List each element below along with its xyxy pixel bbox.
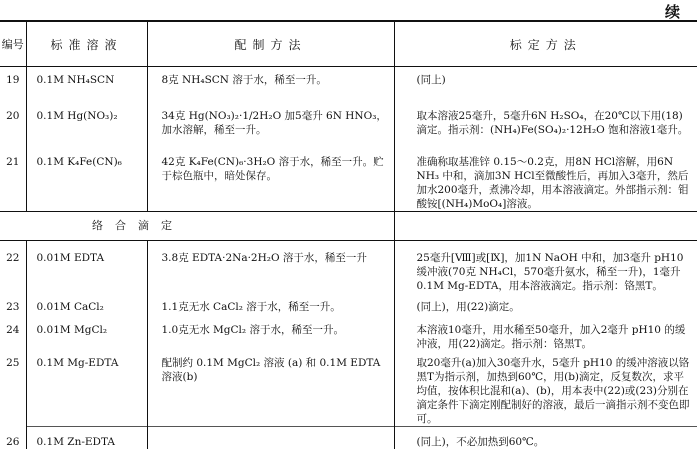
row-prep: 配制约 0.1M MgCl₂ 溶液 (a) 和 0.1M EDTA 溶液(b) <box>147 351 394 427</box>
header-num: 编号 <box>0 21 26 67</box>
table-row <box>0 241 697 294</box>
table-row <box>0 317 697 351</box>
section-spacer <box>394 212 697 241</box>
row-titr: (同上)，用(22)滴定。 <box>394 293 697 317</box>
row-std: 0.1M Zn-EDTA <box>26 427 147 449</box>
row-num: 21 <box>6 156 20 168</box>
row-prep <box>147 427 394 449</box>
row-num: 22 <box>6 252 20 264</box>
table-row <box>0 149 697 212</box>
table-row <box>0 351 697 427</box>
row-prep: 42克 K₄Fe(CN)₆·3H₂O 溶于水，稀至一升。贮于棕色瓶中，暗处保存。 <box>147 149 394 212</box>
row-num: 23 <box>6 301 20 313</box>
table-row <box>0 427 697 449</box>
row-prep: 34克 Hg(NO₃)₂·1/2H₂O 加5毫升 6N HNO₃，加水溶解，稀至一升。 <box>147 99 394 149</box>
row-prep: 1.1克无水 CaCl₂ 溶于水，稀至一升。 <box>147 293 394 317</box>
row-prep: 3.8克 EDTA·2Na·2H₂O 溶于水，稀至一升 <box>147 241 394 294</box>
row-std: 0.01M CaCl₂ <box>26 293 147 317</box>
row-titr: 本溶液10毫升，用水稀至50毫升，加入2毫升 pH10 的缓冲液，用(22)滴定。指示剂：铬黑T。 <box>394 317 697 351</box>
row-num: 19 <box>6 74 20 86</box>
section-title: 络合滴定 <box>0 212 394 241</box>
row-std: 0.01M EDTA <box>26 241 147 294</box>
header-std: 标准溶液 <box>26 21 147 67</box>
row-num: 26 <box>6 435 20 448</box>
header-titr: 标定方法 <box>394 21 697 67</box>
table-header <box>0 21 697 67</box>
row-titr: 25毫升[Ⅷ]或[Ⅸ]，加1N NaOH 中和，加3毫升 pH10缓冲液(70克 NH₄Cl，570毫升氨水，稀至一升)，1毫升 0.1M Mg-EDTA，用本溶液滴定。指示剂：铬黑T。 <box>394 241 697 294</box>
table-row <box>0 67 697 100</box>
row-std: 0.1M Mg-EDTA <box>26 351 147 427</box>
row-num: 25 <box>6 357 20 369</box>
section-header-row <box>0 212 697 241</box>
continued-mark: 续 <box>664 3 680 21</box>
row-titr: 取本溶液25毫升，5毫升6N H₂SO₄，在20℃以下用(18)滴定。指示剂：(NH₄)Fe(SO₄)₂·12H₂O 饱和溶液1毫升。 <box>394 99 697 149</box>
table-row <box>0 293 697 317</box>
row-num: 24 <box>6 324 20 336</box>
row-std: 0.01M MgCl₂ <box>26 317 147 351</box>
row-titr: 取20毫升(a)加入30毫升水，5毫升 pH10 的缓冲溶液以铬黑T为指示剂，加热到60℃，用(b)滴定，反复数次，求平均值，按体积比混和(a)、(b)，用本表中(22)或(23)分别在滴定条件下滴定刚配制好的溶液，最后一滴指示剂不变色即可。 <box>394 351 697 427</box>
reagent-table <box>0 20 697 449</box>
row-prep: 8克 NH₄SCN 溶于水，稀至一升。 <box>147 67 394 100</box>
table-row <box>0 99 697 149</box>
row-titr: (同上) <box>394 67 697 100</box>
row-num: 20 <box>6 110 20 122</box>
row-std: 0.1M K₄Fe(CN)₆ <box>26 149 147 212</box>
row-titr: (同上)，不必加热到60℃。 <box>394 427 697 449</box>
row-std: 0.1M Hg(NO₃)₂ <box>26 99 147 149</box>
header-prep: 配制方法 <box>147 21 394 67</box>
row-std: 0.1M NH₄SCN <box>26 67 147 100</box>
row-titr: 准确称取基准锌 0.15～0.2克，用8N HCl溶解，用6N NH₃ 中和，滴加3N HCl至微酸性后，再加入3毫升，然后加水200毫升，煮沸冷却，用本溶液滴定。外部指示剂：钼酸铵[(NH₄)MoO₄]溶液。 <box>394 149 697 212</box>
row-prep: 1.0克无水 MgCl₂ 溶于水，稀至一升。 <box>147 317 394 351</box>
